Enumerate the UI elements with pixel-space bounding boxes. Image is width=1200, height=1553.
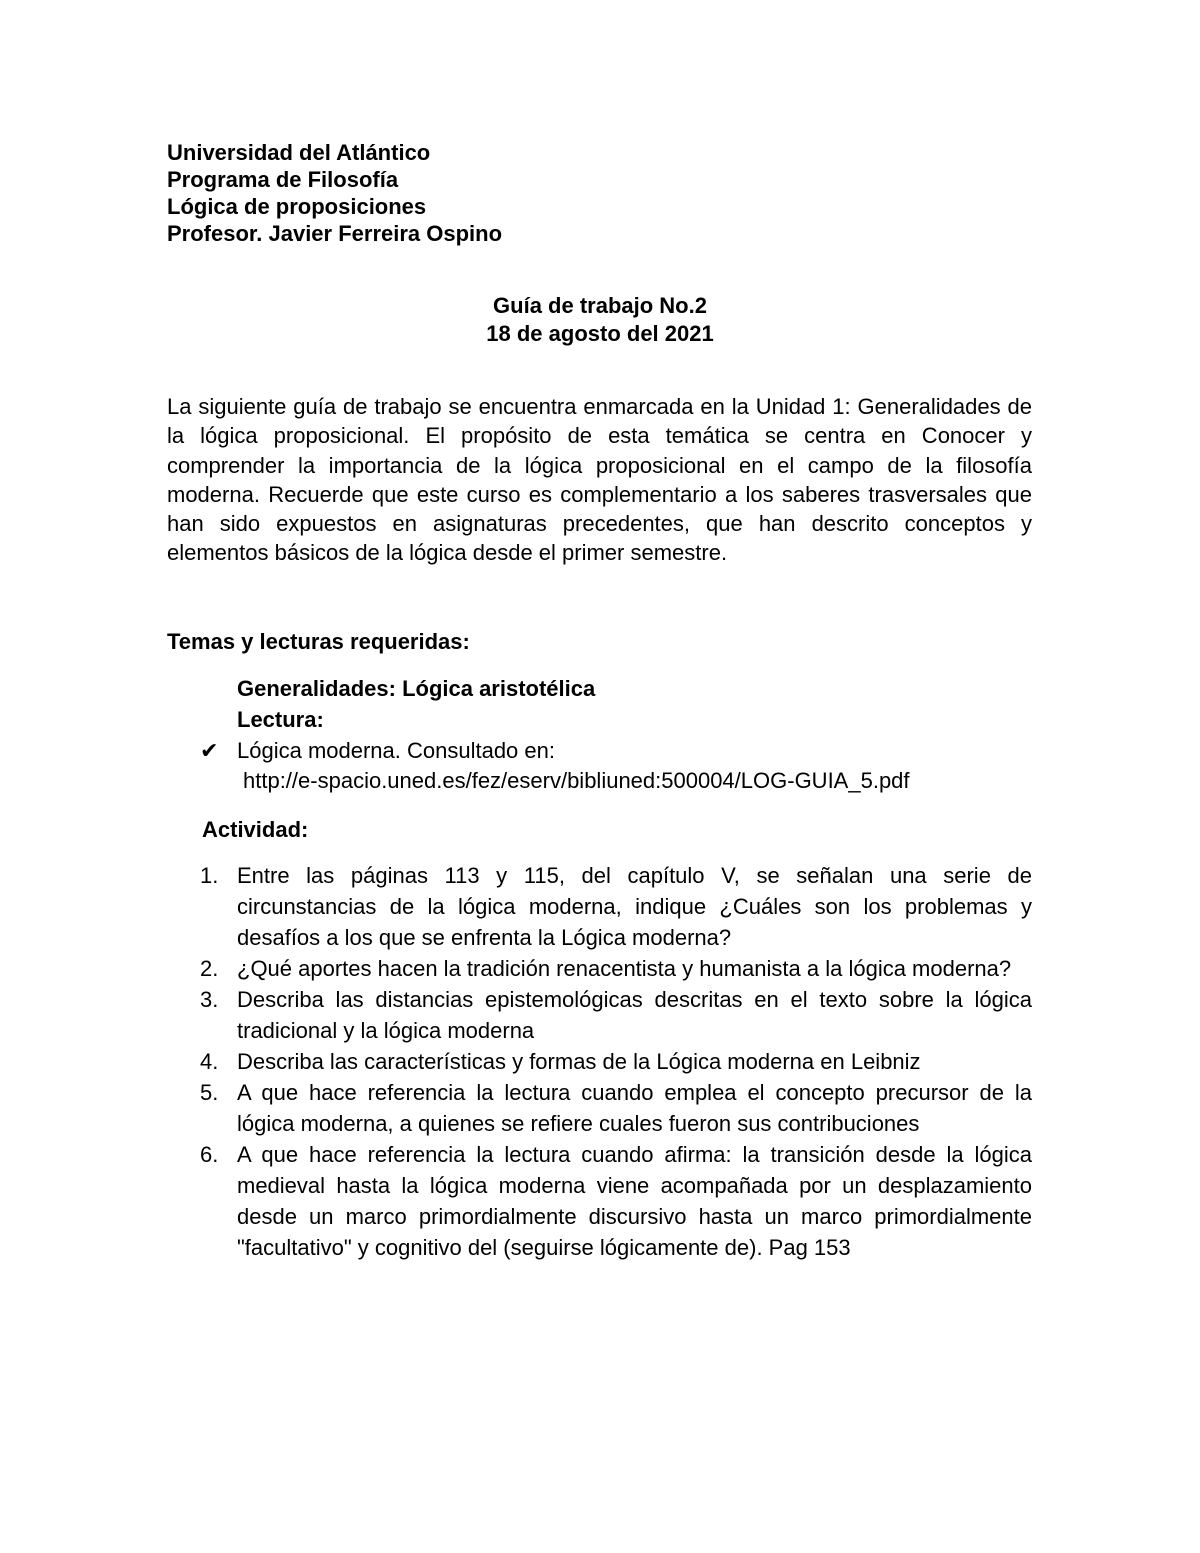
list-item (200, 953, 1032, 984)
professor-name: Profesor. Javier Ferreira Ospino (167, 221, 503, 246)
list-item-number: 5. (200, 1080, 219, 1105)
checkmark-icon: ✔ (200, 738, 219, 763)
topic-subheading: Generalidades: Lógica aristotélica (237, 676, 596, 701)
list-item-number: 3. (200, 987, 219, 1012)
list-item (200, 1139, 1032, 1263)
list-item (200, 984, 1032, 1046)
guide-title-block (0, 292, 1200, 348)
program-name: Programa de Filosofía (167, 167, 399, 192)
topics-heading: Temas y lecturas requeridas: (167, 629, 470, 654)
list-item (200, 860, 1032, 953)
university-name: Universidad del Atlántico (167, 140, 431, 165)
list-item-text: Describa las características y formas de la Lógica moderna en Leibniz (237, 1049, 921, 1074)
list-item-number: 6. (200, 1142, 219, 1167)
reading-block (237, 673, 595, 766)
list-item-text: Describa las distancias epistemológicas descritas en el texto sobre la lógica tradicional y la lógica moderna (237, 987, 1032, 1043)
guide-date: 18 de agosto del 2021 (486, 321, 714, 346)
activity-heading: Actividad: (202, 817, 309, 842)
list-item-number: 2. (200, 956, 219, 981)
course-name: Lógica de proposiciones (167, 194, 427, 219)
guide-title: Guía de trabajo No.2 (493, 293, 707, 318)
list-item-number: 1. (200, 863, 219, 888)
reading-url: http://e-spacio.uned.es/fez/eserv/bibliuned:500004/LOG-GUIA_5.pdf (243, 768, 910, 793)
list-item-text: Entre las páginas 113 y 115, del capítulo V, se señalan una serie de circunstancias de la lógica moderna, indique ¿Cuáles son los problemas y desafíos a los que se enfrenta la Lógica moderna? (237, 863, 1032, 950)
list-item-text: A que hace referencia la lectura cuando emplea el concepto precursor de la lógica moderna, a quienes se refiere cuales fueron sus contribuciones (237, 1080, 1032, 1136)
list-item-text: ¿Qué aportes hacen la tradición renacentista y humanista a la lógica moderna? (237, 956, 1012, 981)
reading-item: Lógica moderna. Consultado en: (237, 738, 555, 763)
list-item-number: 4. (200, 1049, 219, 1074)
list-item (200, 1077, 1032, 1139)
list-item-text: A que hace referencia la lectura cuando afirma: la transición desde la lógica medieval hasta la lógica moderna viene acompañada por un desplazamiento desde un marco primordialmente discursivo hasta un marco primordialmente "facultativo" y cognitivo del (seguirse lógicamente de). Pag 153 (237, 1142, 1032, 1260)
document-header (167, 139, 502, 247)
list-item (200, 1046, 1032, 1077)
intro-paragraph: La siguiente guía de trabajo se encuentra enmarcada en la Unidad 1: Generalidades de la lógica proposicional. El propósito de esta temática se centra en Conocer y comprender la importancia de la lógica proposicional en el campo de la filosofía moderna. Recuerde que este curso es complementario a los saberes trasversales que han sido expuestos en asignaturas precedentes, que han descrito conceptos y elementos básicos de la lógica desde el primer semestre. (167, 394, 1032, 566)
reading-label: Lectura: (237, 707, 324, 732)
activity-list (200, 860, 1032, 1263)
